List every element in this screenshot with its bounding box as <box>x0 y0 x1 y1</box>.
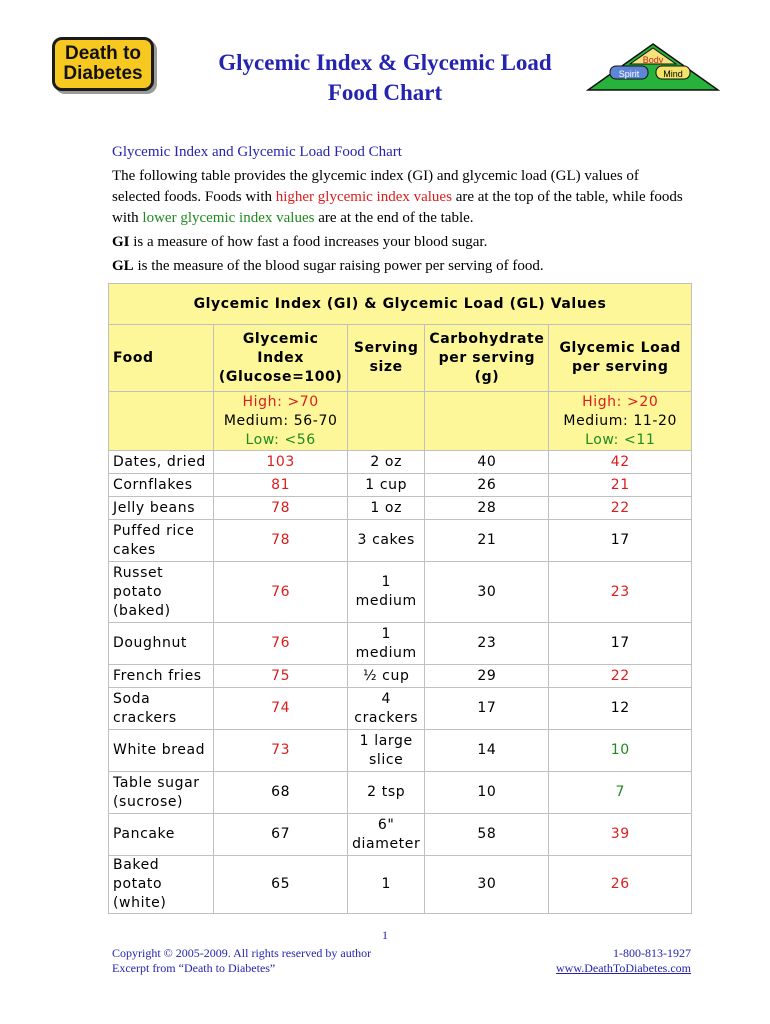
food-cell <box>109 623 214 665</box>
logo-line-2: Diabetes <box>63 63 143 84</box>
serving-line: 1 <box>381 876 391 892</box>
serving-cell <box>348 474 425 497</box>
table-row <box>109 772 692 814</box>
page-title <box>180 48 590 108</box>
range-empty-cell <box>425 392 549 451</box>
gl-cell: 10 <box>549 730 692 772</box>
gl-header-line-1: Glycemic Load <box>559 340 682 356</box>
footer-left <box>112 946 371 976</box>
gl-cell: 22 <box>549 497 692 520</box>
gl-cell: 39 <box>549 814 692 856</box>
higher-gi-phrase: higher glycemic index values <box>275 189 452 205</box>
serving-line: 1 oz <box>370 499 403 516</box>
carb-cell: 29 <box>425 665 549 688</box>
body-spirit-mind-triangle-icon <box>586 42 720 92</box>
food-name-line: Soda <box>113 690 151 707</box>
food-cell <box>109 730 214 772</box>
intro-section <box>112 140 690 280</box>
carb-cell: 26 <box>425 474 549 497</box>
serving-line: slice <box>369 751 404 768</box>
title-line-1: Glycemic Index & Glycemic Load <box>218 50 552 75</box>
serving-header-line-2: size <box>369 359 403 375</box>
table-row <box>109 474 692 497</box>
gi-header-line-3: (Glucose=100) <box>218 368 343 385</box>
gi-cell: 73 <box>214 730 348 772</box>
serving-cell <box>348 451 425 474</box>
gl-range-medium: Medium: 11-20 <box>563 412 678 429</box>
gl-cell: 42 <box>549 451 692 474</box>
food-cell <box>109 562 214 623</box>
serving-cell <box>348 856 425 914</box>
carb-cell: 30 <box>425 856 549 914</box>
footer-right <box>556 946 691 976</box>
copyright-text: Copyright © 2005-2009. All rights reserved by author <box>112 946 372 960</box>
food-name-line: (sucrose) <box>113 793 184 810</box>
gi-header-line-1: Glycemic <box>242 330 319 347</box>
food-cell <box>109 688 214 730</box>
title-line-2: Food Chart <box>327 80 443 105</box>
serving-cell <box>348 497 425 520</box>
table-row <box>109 730 692 772</box>
carb-header-line-1: Carbohydrate <box>429 330 545 347</box>
column-header-row <box>109 325 692 392</box>
gl-range-high: High: >20 <box>582 393 659 410</box>
serving-line: ½ cup <box>362 667 410 684</box>
serving-line: 2 oz <box>370 453 403 470</box>
serving-line: 1 <box>381 625 391 642</box>
food-column-header: Food <box>109 325 214 392</box>
triangle-mind-label: Mind <box>663 69 683 79</box>
carb-header-line-3: (g) <box>474 368 500 385</box>
carb-header-line-2: per serving <box>438 349 536 366</box>
excerpt-text: Excerpt from “Death to Diabetes” <box>112 961 276 975</box>
gi-cell: 76 <box>214 623 348 665</box>
food-name-line: French fries <box>113 667 202 684</box>
serving-cell <box>348 814 425 856</box>
gi-cell: 67 <box>214 814 348 856</box>
food-name-line: crackers <box>113 709 177 726</box>
phone-number: 1-800-813-1927 <box>613 946 691 960</box>
food-name-line: Pancake <box>113 826 175 842</box>
lower-gi-phrase: lower glycemic index values <box>142 210 315 226</box>
serving-line: 4 <box>381 690 391 707</box>
food-name-line: Baked potato <box>113 857 163 892</box>
gi-cell: 81 <box>214 474 348 497</box>
serving-line: 2 tsp <box>367 784 406 800</box>
gl-cell: 22 <box>549 665 692 688</box>
food-name-line: Russet <box>113 564 164 581</box>
death-to-diabetes-logo <box>52 37 154 91</box>
food-name-line: Doughnut <box>113 635 188 651</box>
carb-cell: 21 <box>425 520 549 562</box>
gl-term: GL <box>112 258 134 274</box>
food-cell <box>109 451 214 474</box>
gi-cell: 78 <box>214 520 348 562</box>
food-name-line: White bread <box>113 742 206 758</box>
gi-cell: 75 <box>214 665 348 688</box>
gi-cell: 74 <box>214 688 348 730</box>
serving-line: medium <box>355 644 417 661</box>
food-name-line: Puffed rice <box>113 522 195 539</box>
range-legend-row <box>109 392 692 451</box>
food-name-line: Dates, dried <box>113 453 206 470</box>
gi-term: GI <box>112 234 130 250</box>
serving-line: 6" <box>377 816 395 833</box>
intro-text-a: The following table provides the glycemic index (GI) and glycemic load (GL) values of selected foods. Foods with <box>112 168 639 205</box>
gi-range-high: High: >70 <box>242 393 319 410</box>
food-name-line: Jelly beans <box>113 499 196 516</box>
table-row <box>109 520 692 562</box>
food-cell <box>109 497 214 520</box>
gi-range-low: Low: <56 <box>245 431 316 448</box>
gi-header-line-2: Index <box>257 349 305 366</box>
food-name-line: (baked) <box>113 602 171 619</box>
food-name-line: (white) <box>113 895 167 911</box>
gi-gl-table <box>108 283 692 914</box>
serving-line: 3 cakes <box>357 532 415 548</box>
serving-cell <box>348 623 425 665</box>
table-row <box>109 814 692 856</box>
gi-cell: 68 <box>214 772 348 814</box>
food-name-line: cakes <box>113 541 156 558</box>
table-row <box>109 688 692 730</box>
intro-text-b: are at the top of the table, while foods with <box>112 189 683 226</box>
gi-cell: 76 <box>214 562 348 623</box>
gi-cell: 78 <box>214 497 348 520</box>
gl-cell: 21 <box>549 474 692 497</box>
food-cell <box>109 665 214 688</box>
range-empty-cell <box>348 392 425 451</box>
gl-header-line-2: per serving <box>571 359 669 375</box>
intro-text-c: are at the end of the table. <box>314 210 474 226</box>
serving-column-header <box>348 325 425 392</box>
food-cell <box>109 474 214 497</box>
serving-line: 1 large <box>359 732 413 749</box>
table-row <box>109 665 692 688</box>
carb-cell: 28 <box>425 497 549 520</box>
page-number: 1 <box>382 928 388 942</box>
serving-cell <box>348 730 425 772</box>
triangle-spirit-label: Spirit <box>618 69 640 79</box>
food-name-line: Cornflakes <box>113 476 193 493</box>
gi-cell: 103 <box>214 451 348 474</box>
food-cell <box>109 520 214 562</box>
serving-cell <box>348 688 425 730</box>
gi-range-medium: Medium: 56-70 <box>223 412 338 429</box>
serving-line: crackers <box>354 709 419 726</box>
range-empty-cell <box>109 392 214 451</box>
gl-cell: 7 <box>549 772 692 814</box>
section-heading: Glycemic Index and Glycemic Load Food Chart <box>112 144 402 160</box>
gl-definition <box>112 256 690 277</box>
carb-column-header <box>425 325 549 392</box>
gi-cell: 65 <box>214 856 348 914</box>
logo-line-1: Death to <box>65 43 141 64</box>
serving-line: 1 <box>381 574 391 590</box>
serving-header-line-1: Serving <box>353 340 419 356</box>
carb-cell: 14 <box>425 730 549 772</box>
gi-definition <box>112 232 690 253</box>
gl-cell: 17 <box>549 520 692 562</box>
serving-cell <box>348 772 425 814</box>
serving-cell <box>348 665 425 688</box>
serving-cell <box>348 562 425 623</box>
serving-cell <box>348 520 425 562</box>
table-row <box>109 856 692 914</box>
triangle-body-label: Body <box>642 55 664 65</box>
food-cell <box>109 856 214 914</box>
carb-cell: 58 <box>425 814 549 856</box>
serving-line: 1 cup <box>365 476 408 493</box>
table-title-row <box>109 284 692 325</box>
serving-line: medium <box>355 593 417 609</box>
table-row <box>109 451 692 474</box>
website-link[interactable]: www.DeathToDiabetes.com <box>555 961 691 975</box>
gl-column-header <box>549 325 692 392</box>
food-cell <box>109 814 214 856</box>
gl-range-cell <box>549 392 692 451</box>
food-name-line: Table sugar <box>113 774 200 791</box>
gl-cell: 12 <box>549 688 692 730</box>
gl-def-text: is the measure of the blood sugar raising power per serving of food. <box>133 258 544 274</box>
intro-paragraph <box>112 166 690 229</box>
gi-def-text: is a measure of how fast a food increases your blood sugar. <box>129 234 488 250</box>
gi-column-header <box>214 325 348 392</box>
serving-line: diameter <box>352 835 421 852</box>
food-name-line: potato <box>113 583 163 600</box>
carb-cell: 30 <box>425 562 549 623</box>
table-title: Glycemic Index (GI) & Glycemic Load (GL) Values <box>109 284 692 325</box>
carb-cell: 17 <box>425 688 549 730</box>
gl-cell: 26 <box>549 856 692 914</box>
gl-range-low: Low: <11 <box>585 431 656 448</box>
carb-cell: 23 <box>425 623 549 665</box>
table-row <box>109 562 692 623</box>
table-row <box>109 497 692 520</box>
gl-cell: 17 <box>549 623 692 665</box>
gl-cell: 23 <box>549 562 692 623</box>
gi-range-cell <box>214 392 348 451</box>
table-row <box>109 623 692 665</box>
food-cell <box>109 772 214 814</box>
carb-cell: 10 <box>425 772 549 814</box>
carb-cell: 40 <box>425 451 549 474</box>
